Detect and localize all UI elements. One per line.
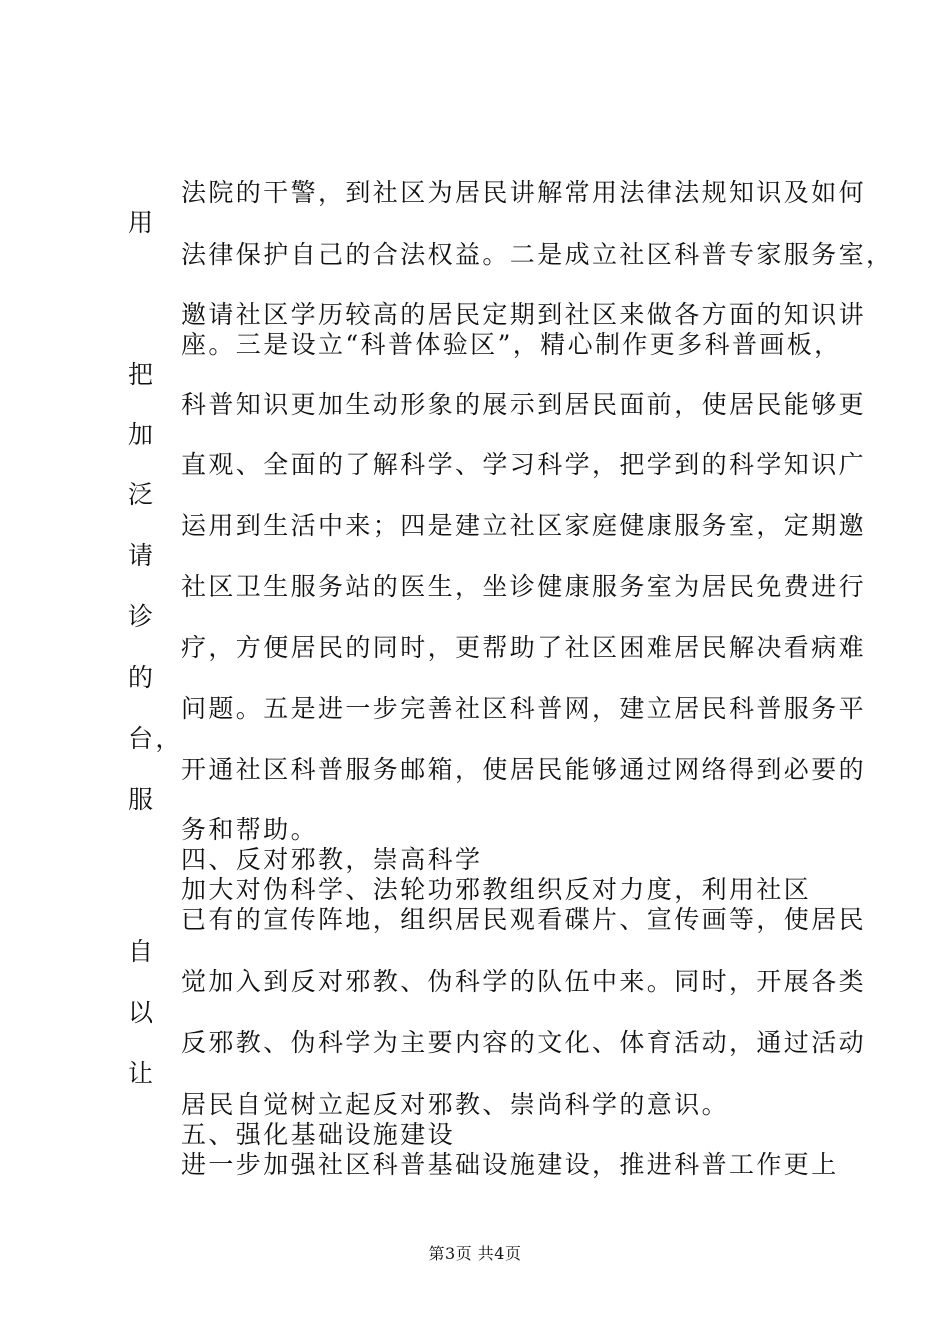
- text-line: 的: [128, 663, 156, 692]
- text-line: 法院的干警，到社区为居民讲解常用法律法规知识及如何: [181, 178, 867, 207]
- text-line: 疗，方便居民的同时，更帮助了社区困难居民解决看病难: [181, 633, 867, 662]
- text-line: 泛: [128, 480, 156, 509]
- text-line: 务和帮助。: [181, 815, 319, 844]
- text-line: 加: [128, 420, 156, 449]
- text-line: 直观、全面的了解科学、学习科学，把学到的科学知识广: [181, 450, 867, 479]
- text-line: 科普知识更加生动形象的展示到居民面前，使居民能够更: [181, 390, 867, 419]
- text-line: 问题。五是进一步完善社区科普网，建立居民科普服务平: [181, 694, 867, 723]
- text-line: 已有的宣传阵地，组织居民观看碟片、宣传画等，使居民: [181, 905, 867, 934]
- section-heading: 四、反对邪教，崇高科学: [181, 845, 483, 874]
- text-line: 邀请社区学历较高的居民定期到社区来做各方面的知识讲: [181, 300, 867, 329]
- text-line: 服: [128, 785, 156, 814]
- text-line: 觉加入到反对邪教、伪科学的队伍中来。同时，开展各类: [181, 967, 867, 996]
- text-line: 请: [128, 541, 156, 570]
- text-line: 加大对伪科学、法轮功邪教组织反对力度，利用社区: [181, 875, 812, 904]
- text-line: 居民自觉树立起反对邪教、崇尚科学的意识。: [181, 1090, 730, 1119]
- text-line: 以: [128, 998, 156, 1027]
- section-heading: 五、强化基础设施建设: [181, 1120, 456, 1149]
- text-line: 用: [128, 208, 156, 237]
- text-line: 自: [128, 937, 156, 966]
- text-line: 台，: [128, 724, 183, 753]
- text-line: 进一步加强社区科普基础设施建设，推进科普工作更上: [181, 1150, 839, 1179]
- text-line: 运用到生活中来；四是建立社区家庭健康服务室，定期邀: [181, 511, 867, 540]
- text-line: 法律保护自己的合法权益。二是成立社区科普专家服务室，: [181, 240, 894, 269]
- text-line: 让: [128, 1059, 156, 1088]
- text-line: 反邪教、伪科学为主要内容的文化、体育活动，通过活动: [181, 1028, 867, 1057]
- text-line: 座。三是设立“科普体验区”，精心制作更多科普画板，: [181, 330, 842, 359]
- text-line: 诊: [128, 602, 156, 631]
- text-line: 开通社区科普服务邮箱，使居民能够通过网络得到必要的: [181, 755, 867, 784]
- text-line: 社区卫生服务站的医生，坐诊健康服务室为居民免费进行: [181, 572, 867, 601]
- page-number: 第3页 共4页: [428, 1244, 522, 1263]
- text-line: 把: [128, 360, 156, 389]
